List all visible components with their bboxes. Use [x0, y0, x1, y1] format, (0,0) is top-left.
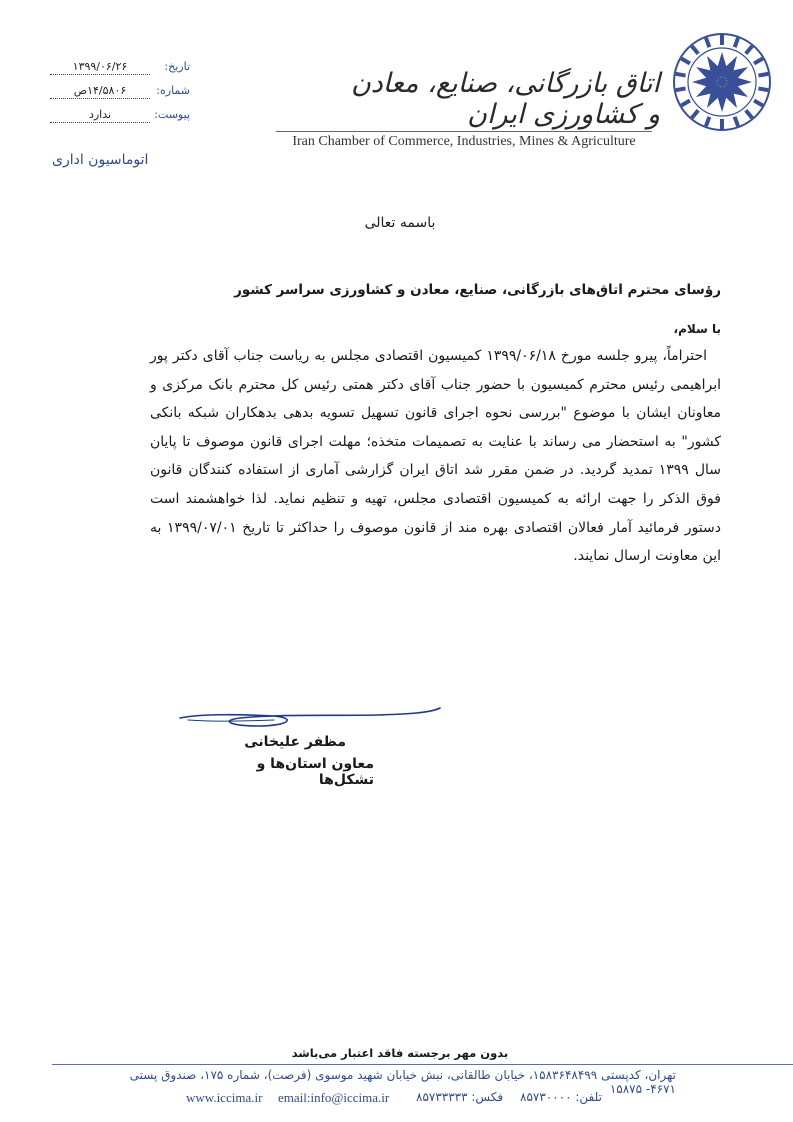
signer-name: مظفر علیخانی [244, 734, 346, 750]
signer-title: معاون استان‌ها و تشکل‌ها [256, 756, 374, 788]
date-label: تاریخ: [164, 60, 190, 73]
footer-address: تهران، کدپستی ۱۵۸۳۶۴۸۴۹۹، خیابان طالقانی، نبش خیابان شهید موسوی (فرصت)، شماره ۱۷۵، صندوق پستی ۴۶۷۱- ۱۵۸۷۵ [129, 1068, 676, 1096]
letter-body: احتراماً، پیرو جلسه مورخ ۱۳۹۹/۰۶/۱۸ کمیسیون اقتصادی مجلس به ریاست جناب آقای دکتر پور ابراهیمی رئیس محترم کمیسیون با حضور جناب آقای دکتر همتی رئیس کل محترم بانک مرکزی و معاونان ایشان با موضوع "بررسی نحوه اجرای قانون تسهیل تسویه بدهی بدهکاران شبکه بانکی کشور" به استحضار می رساند با عنایت به تصمیمات متخذه؛ مهلت اجرای قانون موصوف تا پایان سال ۱۳۹۹ تمدید گردید. در ضمن مقرر شد اتاق ایران گزارشی آماری از استفاده کنندگان قانون فوق الذکر را جهت ارائه به کمیسیون اقتصادی مجلس، تهیه و تنظیم نماید. لذا خواهشمند است دستور فرمائید آمار فعالان اقتصادی بهره مند از قانون موصوف را حداکثر تا تاریخ ۱۳۹۹/۰۷/۰۱ به این معاونت ارسال نمایند. [150, 348, 721, 565]
date-value: ۱۳۹۹/۰۶/۲۶ [50, 60, 150, 75]
email-link[interactable]: email:info@iccima.ir [278, 1090, 390, 1105]
recipient: رؤسای محترم اتاق‌های بازرگانی، صنایع، معادن و کشاورزی سراسر کشور [234, 282, 721, 298]
phone-number: تلفن: ۸۵۷۳۰۰۰۰ [520, 1090, 602, 1104]
attachment-label: پیوست: [154, 108, 190, 121]
invocation: باسمه تعالی [364, 215, 436, 231]
number-label: شماره: [156, 84, 190, 97]
chamber-logo [672, 32, 772, 132]
department-label: اتوماسیون اداری [52, 152, 149, 168]
greeting: با سلام، [673, 322, 721, 336]
fax-number: فکس: ۸۵۷۳۳۳۳۳ [416, 1090, 504, 1104]
chamber-name-fa: اتاق بازرگانی، صنایع، معادن و کشاورزی ایران [350, 68, 660, 130]
handwritten-signature [178, 704, 448, 734]
number-value: ۱۴/۵۸۰۶ص [50, 84, 150, 99]
footer-note: بدون مهر برجسته فاقد اعتبار می‌باشد [291, 1046, 509, 1060]
footer-contact [186, 1090, 606, 1106]
chamber-name-en: Iran Chamber of Commerce, Industries, Mines & Agriculture [276, 131, 652, 150]
website-link[interactable]: www.iccima.ir [186, 1090, 263, 1105]
footer-divider [52, 1064, 793, 1065]
date-field [50, 60, 190, 76]
attachment-field [50, 108, 190, 124]
number-field [50, 84, 190, 100]
attachment-value: ندارد [50, 108, 150, 123]
